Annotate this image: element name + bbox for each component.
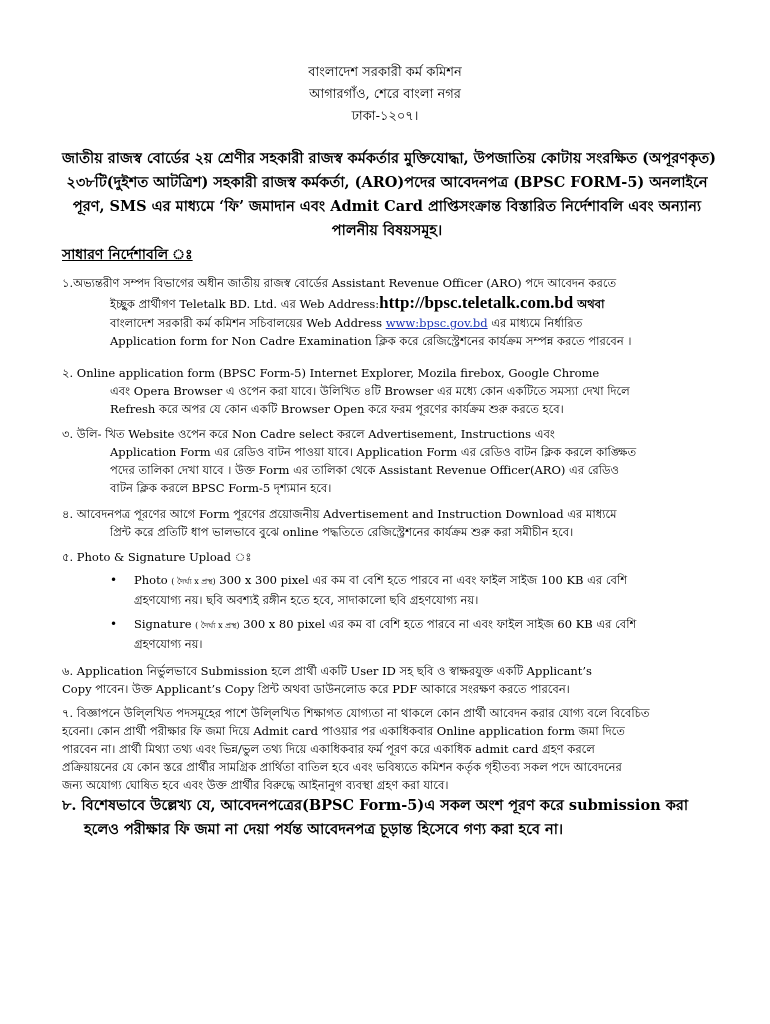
item-1-line-3-text: বাংলাদেশ সরকারী কর্ম কমিশন সচিবালয়ের Web Address xyxy=(110,316,386,330)
item-3-line-3: পদের তালিকা দেখা যাবে । উক্ত Form এর তালিকা থেকে Assistant Revenue Officer(ARO) এর রেডিও xyxy=(110,463,619,477)
signature-label: Signature xyxy=(134,617,192,631)
item-7-line-1: ৭. বিজ্ঞাপনে উলি্লখিত পদসমূহের পাশে উলি্লখিত শিক্ষাগত যোগ্যতা না থাকলে কোন প্রার্থী আবেদন করার যোগ্য বলে বিবেচিত xyxy=(62,706,650,720)
item-8-line-2: হলেও পরীক্ষার ফি জমা না দেয়া পর্যন্ত আবেদনপত্র চূড়ান্ত হিসেবে গণ্য করা হবে না। xyxy=(84,821,564,838)
signature-requirement xyxy=(110,614,710,654)
teletalk-url[interactable]: http://bpsc.teletalk.com.bd xyxy=(379,293,574,312)
item-1-line-1: ১.অভ্যন্তরীণ সম্পদ বিভাগের অধীন জাতীয় রাজস্ব বোর্ডের Assistant Revenue Officer (ARO) পদে আবেদন করতে xyxy=(62,276,617,290)
document-title xyxy=(62,147,717,243)
signature-dimension-note: ( দৈর্ঘ্য x প্রস্থ) xyxy=(195,621,240,630)
title-line-4: পালনীয় বিষয়সমূহ। xyxy=(331,222,443,239)
item-3-line-1: ৩. উলি- খিত Website ওপেন করে Non Cadre select করলে Advertisement, Instructions এবং xyxy=(62,427,555,441)
item-1-line-2 xyxy=(62,292,712,314)
item-3-line-2: Application Form এর রেডিও বাটন পাওয়া যাবে। Application Form এর রেডিও বাটন ক্লিক করলে কাঙ্ক্ষিত xyxy=(110,445,637,459)
item-7-line-2: হবেনা। কোন প্রার্থী পরীক্ষার ফি জমা দিয়ে Admit card পাওয়ার পর একাধিকবার Online application form জমা দিতে xyxy=(62,724,625,738)
photo-label: Photo xyxy=(134,573,168,587)
bullet-icon: • xyxy=(110,617,118,631)
instruction-item-4 xyxy=(62,505,712,541)
item-2-line-3: Refresh করে অপর যে কোন একটি Browser Open করে ফরম পূরণের কার্যক্রম শুরু করতে হবে। xyxy=(110,402,564,416)
signature-rule: 300 x 80 pixel এর কম বা বেশি হতে পারবে না এবং ফাইল সাইজ 60 KB এর বেশি xyxy=(239,617,637,631)
item-1-line-4: Application form for Non Cadre Examination ক্লিক করে রেজিস্ট্রেশনের কার্যক্রম সম্পন্ন করতে পারবেন । xyxy=(110,334,632,348)
bpsc-gov-link[interactable]: www:bpsc.gov.bd xyxy=(385,316,488,330)
signature-requirement-line-1 xyxy=(110,614,710,634)
item-1-line-3 xyxy=(62,314,712,332)
item-4-line-1: ৪. আবেদনপত্র পূরণের আগে Form পূরণের প্রয়োজনীয় Advertisement and Instruction Download এর মাধ্যমে xyxy=(62,507,617,521)
header-address: আগারগাঁও, শেরে বাংলা নগর xyxy=(309,87,461,102)
document-header xyxy=(0,62,770,128)
instruction-item-5 xyxy=(62,548,712,566)
section-heading: সাধারণ নির্দেশাবলি ঃ xyxy=(62,247,193,263)
instruction-item-6 xyxy=(62,662,712,698)
header-organization: বাংলাদেশ সরকারী কর্ম কমিশন xyxy=(308,65,462,80)
photo-requirement xyxy=(110,570,710,610)
item-4-line-2: প্রিন্ট করে প্রতিটি ধাপ ভালভাবে বুঝে online পদ্ধতিতে রেজিস্ট্রেশনের কার্যক্রম শুরু করা সমীচীন হবে। xyxy=(110,525,574,539)
instruction-item-1 xyxy=(62,274,712,350)
item-1-line-2-text: ইচ্ছুক প্রার্থীগণ Teletalk BD. Ltd. এর Web Address: xyxy=(110,297,380,311)
photo-requirement-line-2: গ্রহণযোগ্য নয়। ছবি অবশ্যই রঙ্গীন হতে হবে, সাদাকালো ছবি গ্রহণযোগ্য নয়। xyxy=(134,593,479,607)
instruction-item-7 xyxy=(62,704,712,794)
photo-dimension-note: ( দৈর্ঘ্য x প্রস্থ) xyxy=(171,577,216,586)
item-5-line-1: ৫. Photo & Signature Upload ঃ xyxy=(62,550,252,564)
title-line-2: ২৩৮টি(দুইশত আটত্রিশ) সহকারী রাজস্ব কর্মকর্তা, (ARO)পদের আবেদনপত্র (BPSC FORM-5) অনলাইনে xyxy=(66,174,708,191)
item-7-line-5: জন্য অযোগ্য ঘোষিত হবে এবং উক্ত প্রার্থীর বিরুদ্ধে আইনানুগ ব্যবস্থা গ্রহণ করা যাবে। xyxy=(62,778,449,792)
item-7-line-4: প্রক্রিয়ায়নের যে কোন স্তরে প্রার্থীর সামগ্রিক প্রার্থিতা বাতিল হবে এবং ভবিষ্যতে কমিশন কর্তৃক গৃহীতব্য সকল পদে আবেদনের xyxy=(62,760,622,774)
bullet-icon: • xyxy=(110,573,118,587)
item-6-line-2: Copy পাবেন। উক্ত Applicant’s Copy প্রিন্ট অথবা ডাউনলোড করে PDF আকারে সংরক্ষণ করতে পারবেন। xyxy=(62,682,570,696)
item-6-line-1: ৬. Application নির্ভুলভাবে Submission হলে প্রার্থী একটি User ID সহ ছবি ও স্বাক্ষরযুক্ত একটি Applicant’s xyxy=(62,664,592,678)
title-line-1: জাতীয় রাজস্ব বোর্ডের ২য় শ্রেণীর সহকারী রাজস্ব কর্মকর্তার মুক্তিযোদ্ধা, উপজাতিয় কোটায় সংরক্ষিত (অপূরণকৃত) xyxy=(62,150,717,167)
item-2-line-2: এবং Opera Browser এ ওপেন করা যাবে। উলিখিত ৪টি Browser এর মধ্যে কোন একটিতে সমস্যা দেখা দিলে xyxy=(110,384,630,398)
header-city: ঢাকা-১২০৭। xyxy=(351,109,419,124)
item-2-line-1: ২. Online application form (BPSC Form-5) Internet Explorer, Mozila firebox, Google Chrome xyxy=(62,366,600,380)
instruction-item-2 xyxy=(62,364,712,418)
instruction-item-8 xyxy=(62,794,712,842)
item-1-line-3-tail: এর মাধ্যমে নির্ধারিত xyxy=(487,316,583,330)
item-1-line-2-tail: অথবা xyxy=(573,297,605,311)
photo-requirement-line-1 xyxy=(110,570,710,590)
item-7-line-3: পারবেন না। প্রার্থী মিথ্যা তথ্য এবং ভিন্ন/ভুল তথ্য দিয়ে একাধিকবার ফর্ম পূরণ করে একাধিক admit card গ্রহণ করলে xyxy=(62,742,595,756)
signature-requirement-line-2: গ্রহণযোগ্য নয়। xyxy=(134,637,203,651)
item-3-line-4: বাটন ক্লিক করলে BPSC Form-5 দৃশ্যমান হবে। xyxy=(110,481,332,495)
title-line-3: পূরণ, SMS এর মাধ্যমে ‘ফি’ জমাদান এবং Admit Card প্রাপ্তিসংক্রান্ত বিস্তারিত নির্দেশাবলি এবং অন্যান্য xyxy=(72,198,702,215)
photo-rule: 300 x 300 pixel এর কম বা বেশি হতে পারবে না এবং ফাইল সাইজ 100 KB এর বেশি xyxy=(215,573,628,587)
item-8-line-1: ৮. বিশেষভাবে উল্লেখ্য যে, আবেদনপত্রের(BPSC Form-5)এ সকল অংশ পূরণ করে submission করা xyxy=(62,797,689,814)
instruction-item-3 xyxy=(62,425,712,497)
